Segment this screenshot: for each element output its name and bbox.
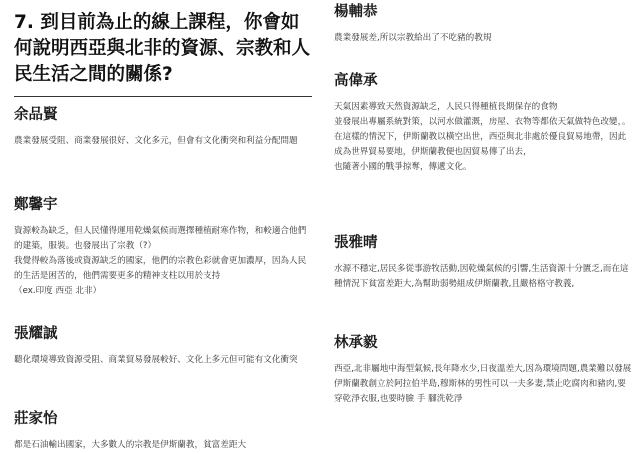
- response-text: 聽化環境導致資源受阻、商業貿易發展較好、文化上多元但可能有文化衝突: [14, 355, 298, 365]
- response-entry: [14, 106, 312, 149]
- question-title: 7. 到目前為止的線上課程，你會如何說明西亞與北非的資源、宗教和人民生活之間的關係?: [14, 10, 312, 97]
- left-column: [14, 0, 312, 450]
- response-entry: [14, 325, 312, 368]
- response-entry: [334, 334, 632, 407]
- responder-name: 林承毅: [334, 335, 378, 351]
- response-entry: [334, 72, 632, 175]
- response-entry: [334, 234, 632, 292]
- response-entry: [14, 410, 312, 453]
- responder-name: 鄭馨宇: [14, 197, 58, 213]
- responder-name: 高偉承: [334, 73, 378, 89]
- response-text: 農業發展差,所以宗教給出了不吃豬的教規: [334, 33, 492, 43]
- responder-name: 張耀誠: [14, 326, 58, 342]
- response-entry: [334, 3, 632, 46]
- response-text: 水源不穩定,居民多從事游牧活動,因乾燥氣候的引響,生活資源十分匱乏,而在這種情況下貧富差距大,為幫助弱勢組成伊斯蘭教,且嚴格格守教義,: [334, 264, 629, 289]
- response-text: 農業發展受阻、商業發展很好、文化多元，但會有文化衝突和利益分配問題: [14, 136, 298, 146]
- responder-name: 楊輔恭: [334, 4, 378, 20]
- response-entry: [14, 196, 312, 299]
- responder-name: 莊家怡: [14, 411, 58, 427]
- responder-name: 余品賢: [14, 107, 58, 123]
- response-text: 天氣因素導致天然資源缺乏，人民只得種植長期保存的食物 並發展出專屬系統對策，以河水做灌溉，房屋、衣物等都依天氣做特色改變，。 在這樣的情況下，伊斯蘭教以橫空出世，西亞與北非處於優良貿易地帶，因此成為世界貿易要地，伊斯蘭教便也因貿易傳了出去， 也隨著小國的戰爭掠奪，傳遞文化。: [334, 102, 631, 172]
- responder-name: 張雅晴: [334, 235, 378, 251]
- response-text: 西亞,北非屬地中海型氣候,長年降水少,日夜溫差大,因為環境問題,農業難以發展 伊斯蘭教創立於阿拉伯半島,穆斯林的男性可以一夫多妻,禁止吃腐肉和豬肉,要穿乾淨衣服,也要時臉 手 腳洗乾淨: [334, 364, 632, 404]
- response-text: 資源較為缺乏，但人民懂得運用乾燥氣候而選擇種植耐寒作物，和較適合他們的建築，服裝。也發展出了宗教（?） 我覺得較為落後或資源缺乏的國家，他們的宗教色彩就會更加濃厚，因為人民的生活是困苦的，他們需要更多的精神支柱以用於支持 （ex.印度 西亞 北非）: [14, 226, 307, 296]
- response-text: 都是石油輸出國家，大多數人的宗教是伊斯蘭教，貧富差距大: [14, 440, 247, 450]
